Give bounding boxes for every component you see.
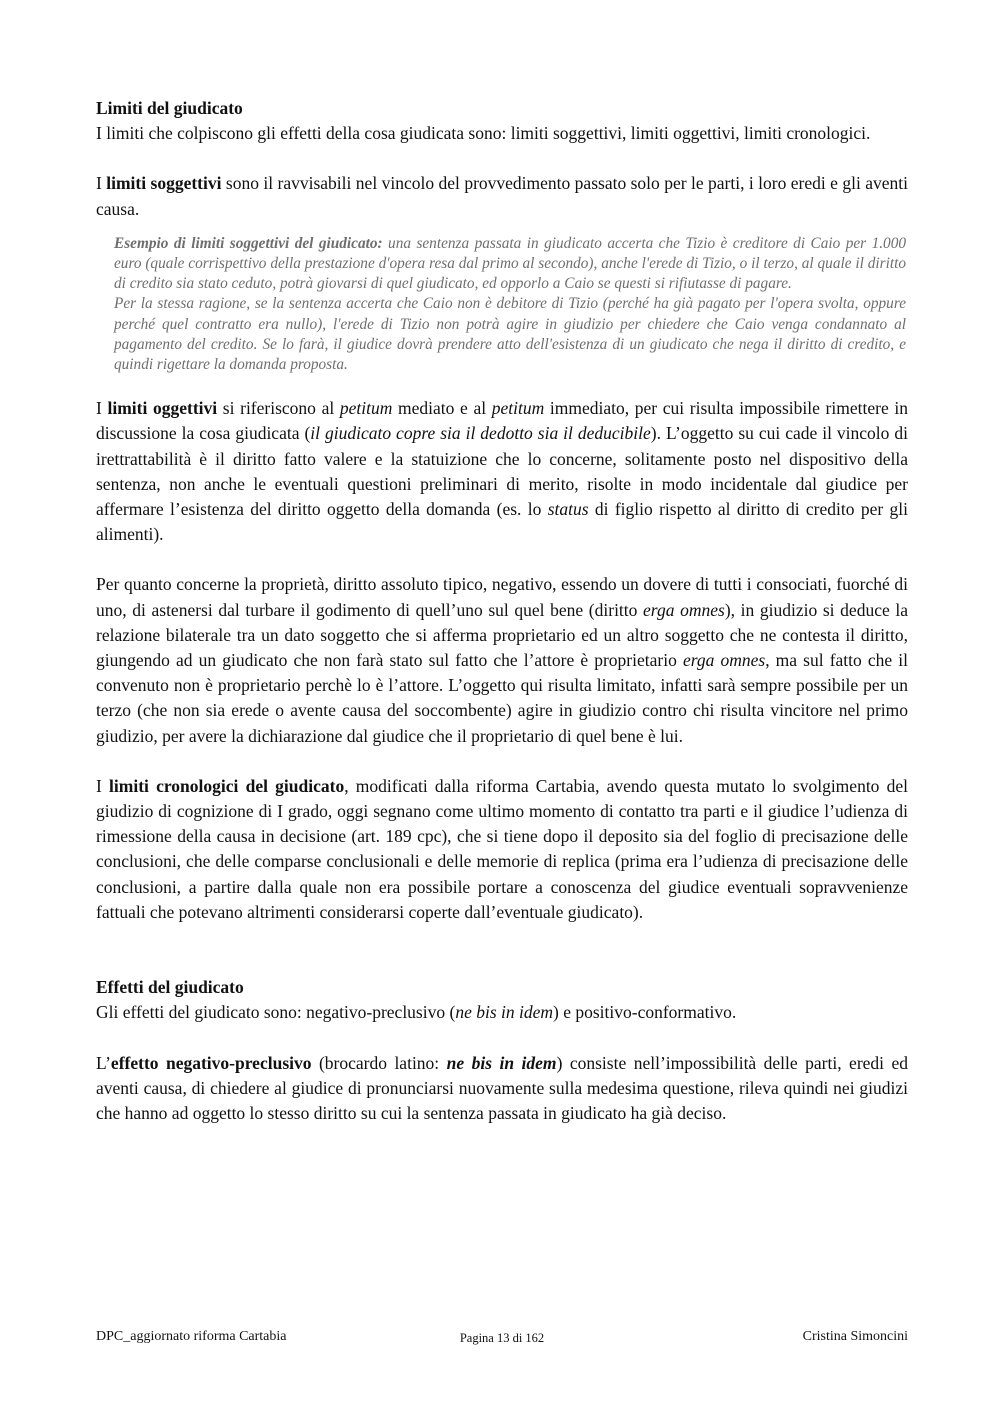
footer-author: Cristina Simoncini — [802, 1329, 908, 1344]
section-heading-limiti: Limiti del giudicato — [96, 98, 243, 118]
limiti-cronologici-paragraph: I limiti cronologici del giudicato, modificati dalla riforma Cartabia, avendo questa mutato lo svolgimento del giudizio di cognizione di I grado, oggi segnano come ultimo momento di contatto tra parti e il giudice l’udienza di rimessione della causa in decisione (art. 189 cpc), che si tiene dopo il deposito sia del foglio di precisazione delle conclusioni, che delle comparse conclusionali e delle memorie di replica (prima era l’udienza di precisazione delle conclusioni, a partire dalla quale non era possibile portare a conoscenza del giudice eventuali sopravvenienze fattuali che potevano altrimenti considerarsi coperte dall’eventuale giudicato). — [96, 775, 909, 922]
example-paragraph-1: Esempio di limiti soggettivi del giudicato: una sentenza passata in giudicato accerta che Tizio è creditore di Caio per 1.000 euro (quale corrispettivo della prestazione d'opera resa dal primo al secondo), anche l'erede di Tizio, o il terzo, al quale il diritto di credito sia stato ceduto, potrà giovarsi di quel giudicato, ed opporlo a Caio se questi si rifiutasse di pagare. — [114, 234, 906, 293]
term-effetto-negativo: effetto negativo-preclusivo — [110, 1052, 312, 1073]
term-limiti-soggettivi: limiti soggettivi — [106, 173, 222, 194]
proprieta-paragraph: Per quanto concerne la proprietà, diritto assoluto tipico, negativo, essendo un dovere di tutti i consociati, fuorché di uno, di astenersi dal turbare il godimento di quell’uno sul quel bene (diritto erga omnes), in giudizio si deduce la relazione bilaterale tra un dato soggetto che si afferma proprietario ed un altro soggetto che ne contesta il diritto, giungendo ad un giudicato che non farà stato sul fatto che l’attore è proprietario erga omnes, ma sul fatto che il convenuto non è proprietario perchè lo è l’attore. L’oggetto qui risulta limitato, infatti sarà sempre possibile per un terzo (che non sia erede o avente causa del soccombente) agire in giudizio contro chi risulta vincitore nel primo giudizio, per avere la dichiarazione dal giudice che il proprietario di quel bene è lui. — [96, 574, 908, 746]
limiti-soggettivi-paragraph: I limiti soggettivi sono il ravvisabili nel vincolo del provvedimento passato solo per le parti, i loro eredi e gli aventi causa. — [96, 173, 908, 219]
example-paragraph-2: Per la stessa ragione, se la sentenza accerta che Caio non è debitore di Tizio (perché ha già pagato per l'opera svolta, oppure perché quel contratto era nullo), l'erede di Tizio non potrà agire in giudizio per chiedere che Caio venga condannato al pagamento del credito. Se lo farà, il giudice dovrà prendere atto dell'esistenza di un giudicato che nega il diritto di credito, e quindi rigettare la domanda proposta. — [114, 295, 906, 374]
section-heading-effetti: Effetti del giudicato — [96, 977, 244, 998]
term-limiti-cronologici: limiti cronologici del giudicato — [109, 775, 345, 796]
footer-document-title: DPC_aggiornato riforma Cartabia — [96, 1329, 287, 1344]
term-ne-bis-in-idem: ne bis in idem — [446, 1052, 557, 1073]
limiti-intro-paragraph: I limiti che colpiscono gli effetti della cosa giudicata sono: limiti soggettivi, limiti oggettivi, limiti cronologici. — [96, 123, 871, 144]
footer-page-number: Pagina 13 di 162 — [459, 1331, 545, 1345]
example-block — [114, 234, 906, 375]
page-content — [96, 96, 908, 1126]
limiti-oggettivi-paragraph: I limiti oggettivi si riferiscono al petitum mediato e al petitum immediato, per cui risulta impossibile rimettere in discussione la cosa giudicata (il giudicato copre sia il dedotto sia il deducibile). L’oggetto su cui cade il vincolo di irettrattabilità è il diritto fatto valere e la statuizione che lo concerne, solitamente posto nel dispositivo della sentenza, non anche le eventuali questioni preliminari di merito, risolte in modo incidentale dal giudice per affermare l’esistenza del diritto oggetto della domanda (es. lo status di figlio rispetto al diritto di credito per gli alimenti). — [96, 398, 908, 545]
effetto-negativo-paragraph: L’effetto negativo-preclusivo (brocardo latino: ne bis in idem) consiste nell’impossibilità delle parti, eredi ed aventi causa, di chiedere al giudice di pronunciarsi nuovamente sulla medesima questione, rileva quindi nei giudizi che hanno ad oggetto lo stesso diritto su cui la sentenza passata in giudicato ha già deciso. — [96, 1052, 909, 1123]
term-limiti-oggettivi: limiti oggettivi — [107, 398, 218, 419]
effetti-intro-paragraph: Gli effetti del giudicato sono: negativo-preclusivo (ne bis in idem) e positivo-conformativo. — [96, 1002, 737, 1023]
example-lead: Esempio di limiti soggettivi del giudicato: — [114, 234, 383, 252]
